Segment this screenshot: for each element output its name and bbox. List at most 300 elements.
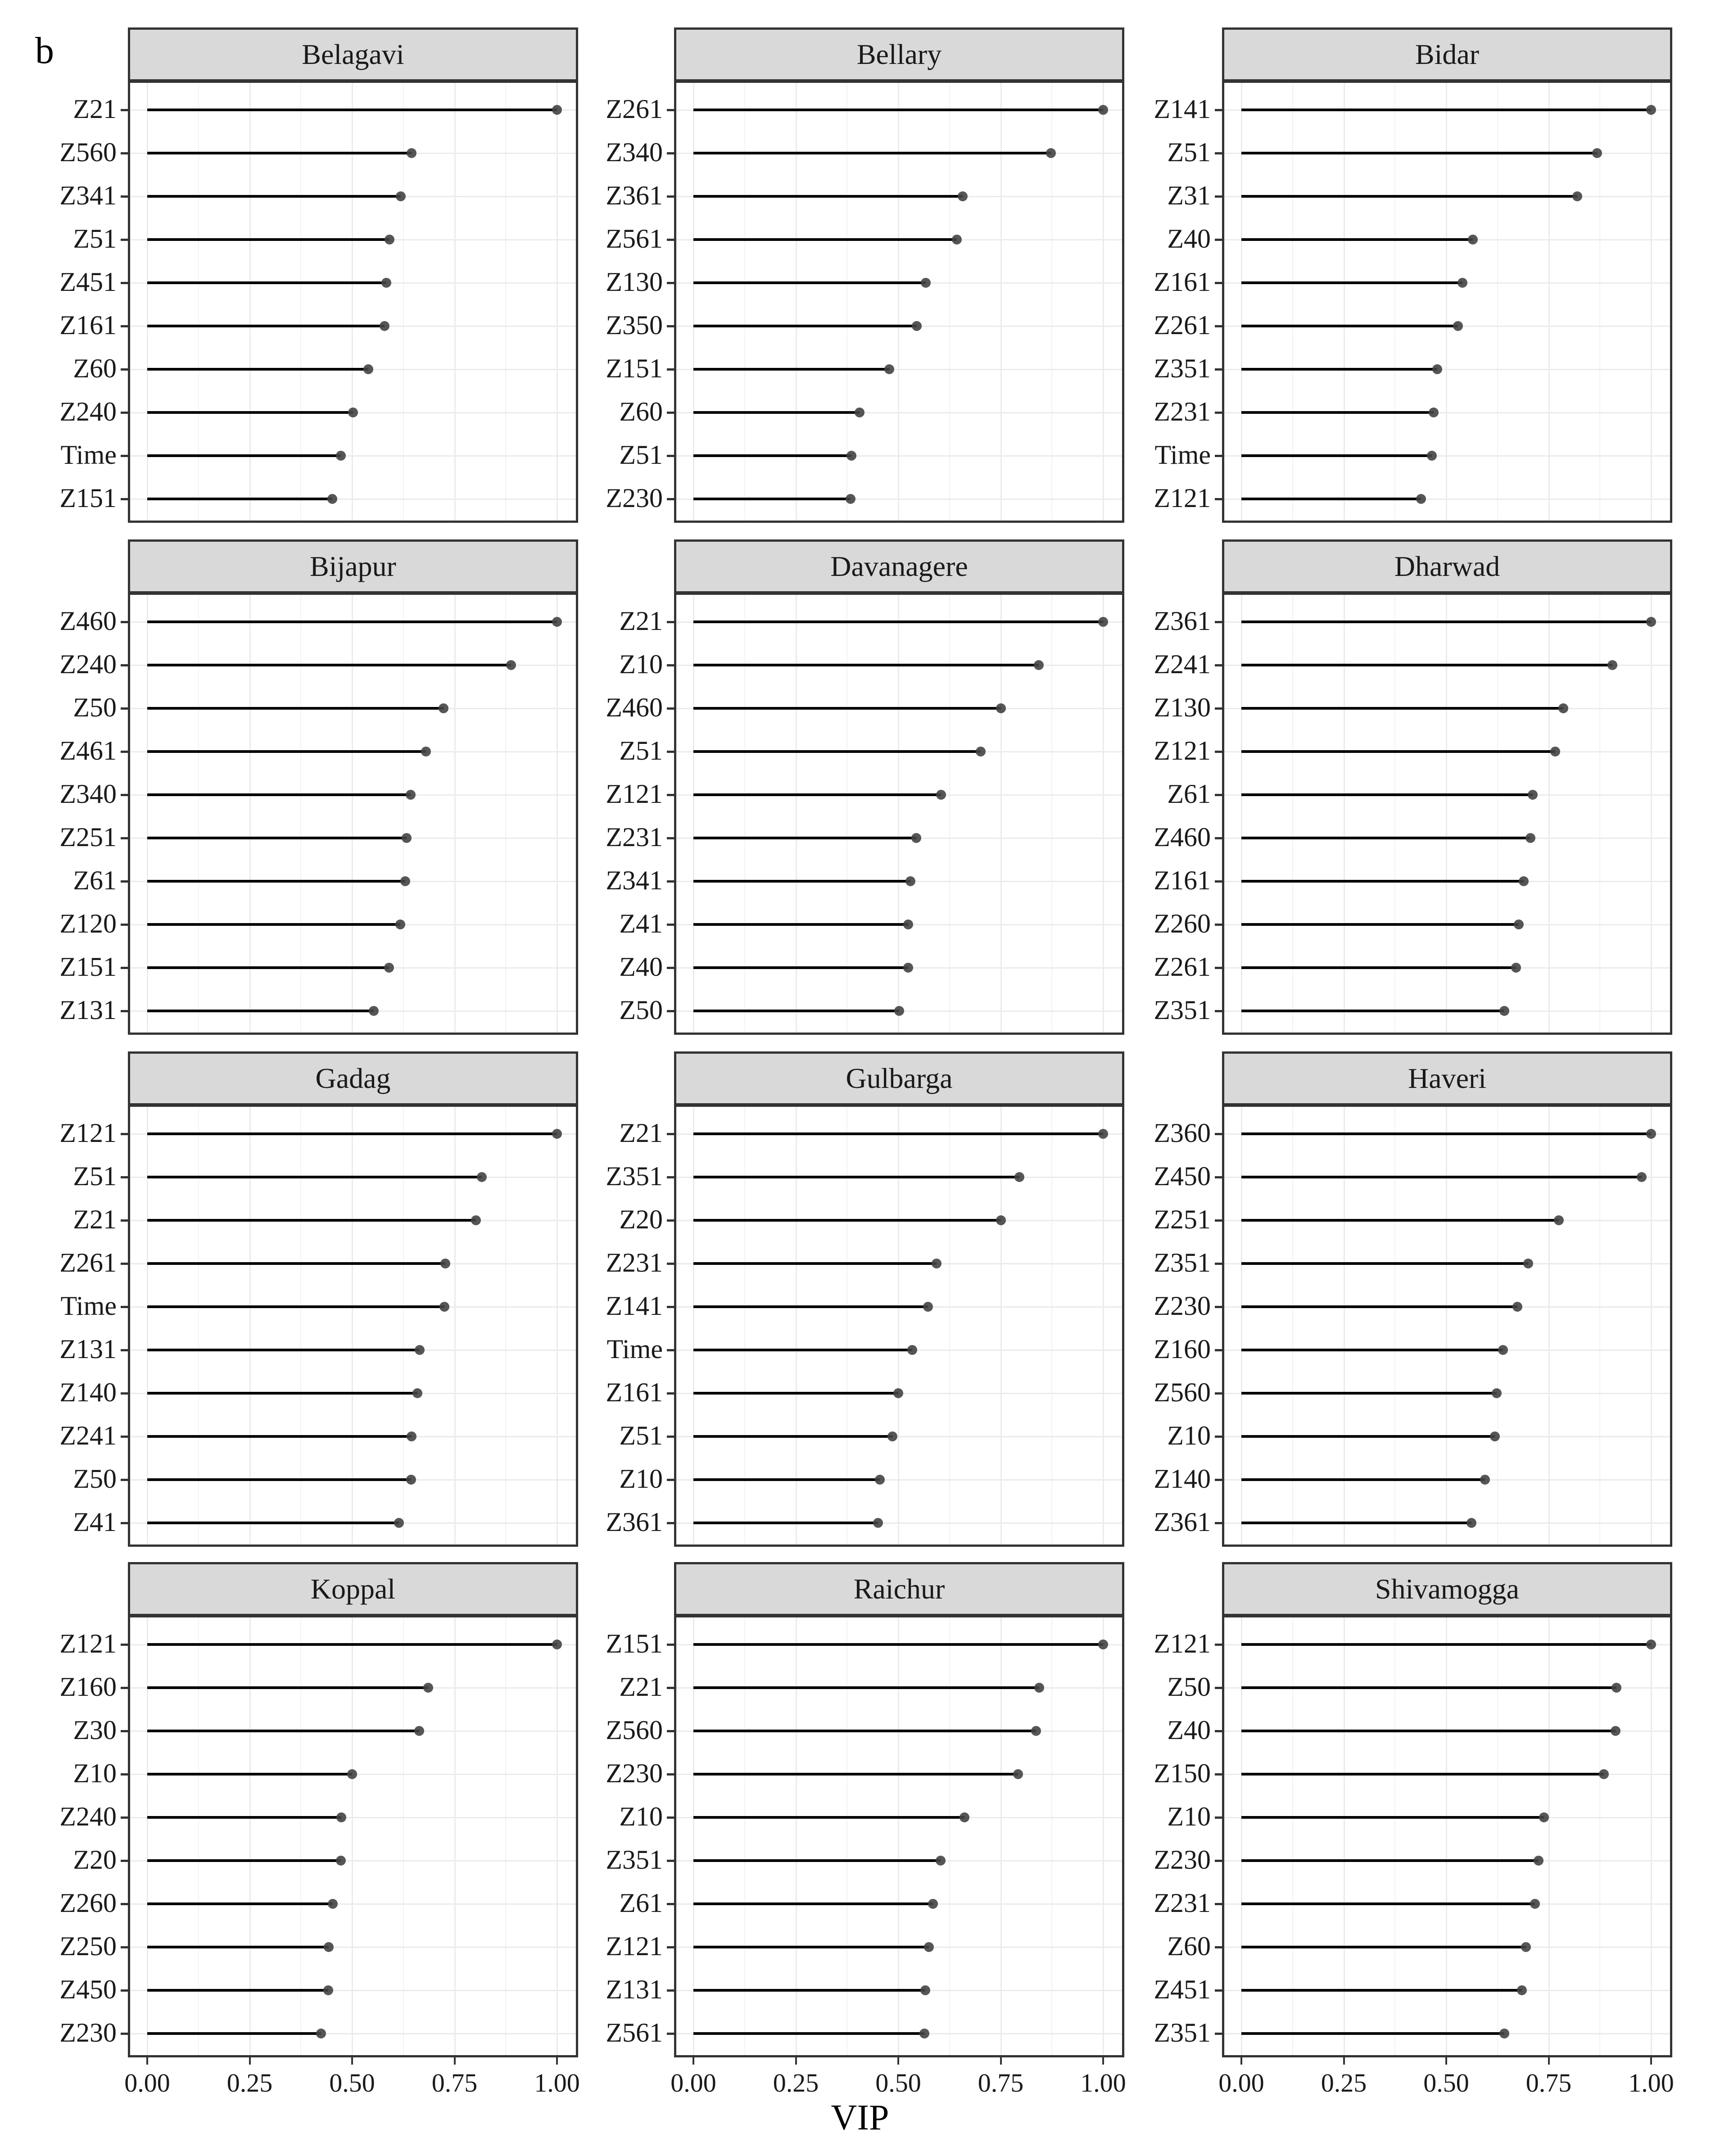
lollipop-stem <box>1241 1262 1528 1265</box>
y-tick <box>1215 1816 1222 1819</box>
y-tick-label: Z20 <box>619 1205 663 1234</box>
lollipop-point <box>439 1302 449 1312</box>
lollipop-stem <box>1241 1435 1495 1438</box>
lollipop-stem <box>1241 1392 1497 1395</box>
y-tick <box>121 880 128 883</box>
lollipop-point <box>347 1769 357 1779</box>
y-tick-label: Z260 <box>1154 909 1211 938</box>
lollipop-point <box>414 1726 424 1736</box>
lollipop-point <box>1013 1769 1023 1779</box>
lollipop-stem <box>1241 109 1651 111</box>
plot-area <box>1154 1615 1674 2097</box>
lollipop-point <box>421 747 431 756</box>
lollipop-stem <box>693 1946 929 1948</box>
lollipop-stem <box>1241 195 1577 198</box>
facet-strip-title: Gadag <box>128 1051 578 1105</box>
y-tick-label: Z341 <box>606 865 663 895</box>
lollipop-stem <box>693 1816 964 1819</box>
y-tick-label: Z351 <box>606 1161 663 1191</box>
y-tick-label: Z60 <box>1167 1931 1211 1961</box>
lollipop-point <box>936 1856 946 1866</box>
lollipop-point <box>1468 235 1478 245</box>
lollipop-point <box>1637 1172 1647 1182</box>
x-tick <box>1650 2057 1652 2065</box>
lollipop-point <box>875 1475 885 1485</box>
lollipop-stem <box>693 1730 1036 1732</box>
y-tick <box>1215 1219 1222 1222</box>
y-tick-label: Z10 <box>73 1758 117 1788</box>
y-tick-label: Z41 <box>73 1507 117 1537</box>
lollipop-point <box>396 191 406 201</box>
y-tick-label: Z230 <box>59 2018 117 2047</box>
lollipop-point <box>893 1388 903 1398</box>
y-tick <box>121 1903 128 1905</box>
y-tick <box>667 152 674 154</box>
lollipop-stem <box>693 664 1039 666</box>
lollipop-stem <box>147 1859 341 1862</box>
y-tick-label: Z351 <box>1154 1248 1211 1277</box>
y-tick-label: Z51 <box>619 440 663 470</box>
x-tick <box>1240 2057 1242 2065</box>
lollipop-point <box>1453 321 1463 331</box>
y-tick-label: Z160 <box>59 1672 117 1702</box>
y-tick <box>667 325 674 327</box>
lollipop-point <box>1416 494 1426 504</box>
y-tick-label: Z460 <box>59 606 117 636</box>
y-tick <box>121 1644 128 1646</box>
lollipop-stem <box>1241 152 1597 154</box>
lollipop-stem <box>147 1010 374 1012</box>
y-tick <box>121 1176 128 1178</box>
facet-strip-title: Dharwad <box>1222 539 1672 593</box>
x-tick <box>249 2057 251 2065</box>
facet-panel-belagavi <box>59 27 578 523</box>
lollipop-point <box>369 1006 379 1016</box>
lollipop-stem <box>693 966 908 969</box>
lollipop-point <box>932 1259 941 1268</box>
lollipop-point <box>384 963 394 973</box>
y-tick-label: Time <box>60 1291 117 1321</box>
facet-strip-title: Koppal <box>128 1562 578 1616</box>
y-tick-label: Z141 <box>606 1291 663 1321</box>
lollipop-stem <box>1241 966 1516 969</box>
y-tick-label: Z130 <box>1154 693 1211 722</box>
lollipop-point <box>1034 1683 1044 1693</box>
y-tick <box>1215 1687 1222 1689</box>
y-tick-label: Z50 <box>73 693 117 722</box>
y-tick <box>121 239 128 241</box>
lollipop-point <box>407 1431 416 1441</box>
y-tick <box>1215 664 1222 666</box>
y-tick <box>667 1263 674 1265</box>
lollipop-point <box>1646 1640 1656 1649</box>
y-tick <box>1215 1903 1222 1905</box>
y-tick-label: Z251 <box>59 822 117 852</box>
x-tick-label: 1.00 <box>1628 2068 1674 2097</box>
y-tick-label: Z60 <box>619 397 663 426</box>
facet-strip-title: Bellary <box>674 27 1124 82</box>
lollipop-stem <box>693 793 941 796</box>
lollipop-point <box>1046 148 1056 158</box>
facet-strip-title: Raichur <box>674 1562 1124 1616</box>
y-tick <box>121 1010 128 1012</box>
facet-strip-title: Davanagere <box>674 539 1124 593</box>
lollipop-point <box>1646 105 1656 115</box>
facet-strip-title: Belagavi <box>128 27 578 82</box>
lollipop-stem <box>147 837 407 839</box>
y-tick-label: Z231 <box>606 822 663 852</box>
lollipop-stem <box>147 1392 417 1395</box>
lollipop-stem <box>1241 1816 1544 1819</box>
y-tick <box>121 1946 128 1948</box>
y-tick-label: Z50 <box>73 1464 117 1494</box>
lollipop-point <box>1646 1129 1656 1139</box>
plot-area <box>606 593 1124 1035</box>
y-tick-label: Z10 <box>619 1464 663 1494</box>
lollipop-stem <box>147 1773 352 1776</box>
lollipop-point <box>1031 1726 1041 1736</box>
y-tick-label: Z241 <box>1154 649 1211 679</box>
lollipop-stem <box>147 152 412 154</box>
lollipop-stem <box>147 750 426 753</box>
y-tick-label: Z161 <box>1154 267 1211 297</box>
x-tick <box>897 2057 899 2065</box>
lollipop-stem <box>693 707 1001 710</box>
y-tick <box>667 1989 674 1992</box>
lollipop-stem <box>693 1643 1103 1646</box>
lollipop-point <box>1528 790 1538 800</box>
y-tick <box>1215 1436 1222 1438</box>
lollipop-stem <box>1241 2032 1504 2035</box>
lollipop-stem <box>693 1686 1039 1689</box>
lollipop-point <box>1611 1726 1620 1736</box>
lollipop-point <box>952 235 962 245</box>
y-tick-label: Z351 <box>606 1845 663 1875</box>
lollipop-stem <box>147 1902 333 1905</box>
lollipop-point <box>380 321 389 331</box>
facet-panel-dharwad <box>1154 539 1672 1035</box>
lollipop-stem <box>693 1262 937 1265</box>
y-tick <box>1215 2033 1222 2035</box>
x-tick-label: 0.25 <box>773 2068 819 2097</box>
y-tick <box>121 794 128 796</box>
lollipop-point <box>316 2029 326 2038</box>
lollipop-stem <box>693 1773 1018 1776</box>
y-tick-label: Z231 <box>606 1248 663 1277</box>
y-tick <box>121 152 128 154</box>
lollipop-point <box>920 1985 930 1995</box>
lollipop-point <box>1607 660 1617 670</box>
lollipop-point <box>1498 1345 1508 1355</box>
y-tick <box>1215 1946 1222 1948</box>
lollipop-point <box>873 1518 883 1528</box>
lollipop-stem <box>693 1010 899 1012</box>
y-tick <box>1215 368 1222 371</box>
lollipop-stem <box>693 1132 1103 1135</box>
y-tick <box>667 1133 674 1135</box>
y-tick-label: Z261 <box>606 94 663 124</box>
lollipop-point <box>1539 1812 1549 1822</box>
lollipop-stem <box>1241 1522 1471 1524</box>
lollipop-point <box>381 278 391 288</box>
lollipop-stem <box>1241 1946 1526 1948</box>
lollipop-stem <box>147 1522 399 1524</box>
y-tick-label: Z151 <box>606 1629 663 1658</box>
lollipop-stem <box>693 1305 928 1308</box>
lollipop-point <box>923 1302 933 1312</box>
lollipop-stem <box>147 966 389 969</box>
lollipop-stem <box>147 1349 420 1351</box>
lollipop-point <box>328 1899 338 1909</box>
y-tick <box>1215 1989 1222 1992</box>
y-tick <box>1215 967 1222 969</box>
x-tick-label: 1.00 <box>1080 2068 1126 2097</box>
lollipop-stem <box>147 1730 419 1732</box>
y-tick <box>1215 1773 1222 1776</box>
y-tick <box>121 455 128 457</box>
y-tick <box>1215 1730 1222 1732</box>
y-tick-label: Z50 <box>619 995 663 1025</box>
lollipop-stem <box>1241 1478 1485 1481</box>
y-tick <box>667 1860 674 1862</box>
lollipop-stem <box>693 281 926 284</box>
lollipop-point <box>327 494 337 504</box>
lollipop-stem <box>147 1219 476 1222</box>
lollipop-stem <box>147 621 557 623</box>
lollipop-stem <box>147 1435 412 1438</box>
y-tick <box>667 1219 674 1222</box>
y-tick <box>1215 837 1222 839</box>
lollipop-stem <box>147 1176 482 1178</box>
lollipop-stem <box>1241 621 1651 623</box>
lollipop-stem <box>147 2032 321 2035</box>
y-tick-label: Z240 <box>59 649 117 679</box>
lollipop-stem <box>693 152 1051 154</box>
y-tick-label: Z560 <box>59 137 117 167</box>
y-tick-label: Z560 <box>1154 1377 1211 1407</box>
lollipop-point <box>1432 364 1442 374</box>
lollipop-point <box>1519 876 1529 886</box>
y-tick <box>1215 152 1222 154</box>
lollipop-point <box>1550 747 1560 756</box>
lollipop-stem <box>693 454 851 457</box>
y-tick-label: Z51 <box>619 1421 663 1450</box>
y-tick <box>1215 498 1222 500</box>
plot-area <box>59 593 578 1035</box>
y-tick <box>121 967 128 969</box>
lollipop-point <box>336 1812 346 1822</box>
y-tick <box>121 1436 128 1438</box>
lollipop-point <box>402 833 412 843</box>
y-tick <box>1215 1176 1222 1178</box>
y-tick <box>121 664 128 666</box>
y-tick <box>667 368 674 371</box>
lollipop-point <box>1525 833 1535 843</box>
lollipop-stem <box>1241 1686 1616 1689</box>
lollipop-stem <box>1241 1305 1517 1308</box>
y-tick-label: Z131 <box>59 1334 117 1364</box>
x-tick-label: 0.00 <box>670 2068 716 2097</box>
y-tick <box>121 1306 128 1308</box>
lollipop-point <box>1427 451 1437 461</box>
lollipop-point <box>976 747 986 756</box>
y-tick-label: Z10 <box>619 1802 663 1831</box>
lollipop-stem <box>1241 880 1524 883</box>
lollipop-point <box>1530 1899 1540 1909</box>
y-tick <box>121 498 128 500</box>
lollipop-point <box>336 451 346 461</box>
y-tick-label: Z131 <box>606 1975 663 2004</box>
y-tick <box>667 1010 674 1012</box>
y-tick <box>1215 1392 1222 1395</box>
y-tick <box>1215 621 1222 623</box>
lollipop-point <box>324 1942 334 1952</box>
x-tick-label: 0.50 <box>1423 2068 1469 2097</box>
lollipop-point <box>471 1215 481 1225</box>
y-tick-label: Z151 <box>59 952 117 982</box>
lollipop-stem <box>1241 368 1437 371</box>
y-tick-label: Z260 <box>59 1888 117 1918</box>
x-tick <box>454 2057 456 2065</box>
y-tick <box>1215 1306 1222 1308</box>
y-tick <box>667 1644 674 1646</box>
lollipop-stem <box>693 1435 892 1438</box>
y-tick <box>121 1730 128 1732</box>
y-tick-label: Z30 <box>73 1715 117 1745</box>
y-tick <box>121 109 128 111</box>
x-tick-label: 0.75 <box>978 2068 1024 2097</box>
lollipop-stem <box>693 1219 1001 1222</box>
lollipop-stem <box>693 1989 925 1992</box>
y-tick <box>667 1479 674 1481</box>
lollipop-stem <box>1241 1132 1651 1135</box>
facet-panel-gulbarga <box>606 1051 1124 1547</box>
lollipop-point <box>348 408 358 417</box>
lollipop-stem <box>147 923 400 926</box>
y-tick-label: Z361 <box>606 181 663 210</box>
lollipop-stem <box>1241 793 1533 796</box>
y-tick-label: Z51 <box>73 1161 117 1191</box>
plot-area <box>606 81 1124 523</box>
y-tick-label: Z451 <box>1154 1975 1211 2004</box>
y-tick-label: Z561 <box>606 224 663 254</box>
lollipop-point <box>887 1431 897 1441</box>
lollipop-point <box>855 408 865 417</box>
y-tick-label: Z121 <box>606 779 663 809</box>
y-tick-label: Z250 <box>59 1931 117 1961</box>
lollipop-stem <box>147 281 386 284</box>
lollipop-stem <box>1241 411 1434 414</box>
lollipop-stem <box>147 1686 428 1689</box>
x-tick <box>795 2057 797 2065</box>
lollipop-point <box>1499 2029 1509 2038</box>
y-tick <box>667 239 674 241</box>
lollipop-stem <box>693 621 1103 623</box>
lollipop-point <box>1467 1518 1476 1528</box>
y-tick <box>121 751 128 753</box>
y-tick-label: Z161 <box>606 1377 663 1407</box>
y-tick <box>667 412 674 414</box>
facet-panel-gadag <box>59 1051 578 1547</box>
lollipop-stem <box>693 109 1103 111</box>
y-tick-label: Z351 <box>1154 995 1211 1025</box>
facet-panel-raichur <box>606 1562 1126 2097</box>
y-tick <box>667 1730 674 1732</box>
y-tick <box>667 1946 674 1948</box>
y-tick-label: Z561 <box>606 2018 663 2047</box>
lollipop-stem <box>1241 1730 1616 1732</box>
x-tick <box>1548 2057 1550 2065</box>
y-tick-label: Z10 <box>619 649 663 679</box>
lollipop-stem <box>147 368 368 371</box>
lollipop-point <box>385 235 394 245</box>
lollipop-stem <box>147 1132 557 1135</box>
y-tick-label: Z61 <box>73 865 117 895</box>
facet-panel-bijapur <box>59 539 578 1035</box>
y-tick <box>1215 239 1222 241</box>
y-tick-label: Z461 <box>59 736 117 765</box>
lollipop-stem <box>1241 1859 1539 1862</box>
lollipop-stem <box>693 411 860 414</box>
lollipop-stem <box>693 923 908 926</box>
y-tick-label: Z360 <box>1154 1118 1211 1148</box>
lollipop-point <box>1554 1215 1564 1225</box>
facet-panel-shivamogga <box>1154 1562 1674 2097</box>
y-tick-label: Z121 <box>1154 736 1211 765</box>
y-tick-label: Z460 <box>606 693 663 722</box>
y-tick <box>121 1219 128 1222</box>
lollipop-stem <box>147 1643 557 1646</box>
y-tick <box>1215 880 1222 883</box>
y-tick-label: Z261 <box>1154 952 1211 982</box>
lollipop-point <box>1517 1985 1527 1995</box>
lollipop-stem <box>147 1305 444 1308</box>
y-tick-label: Z140 <box>1154 1464 1211 1494</box>
y-tick <box>667 794 674 796</box>
y-tick-label: Z340 <box>59 779 117 809</box>
lollipop-stem <box>1241 664 1612 666</box>
lollipop-point <box>1512 1302 1522 1312</box>
lollipop-stem <box>147 793 411 796</box>
lollipop-stem <box>147 1989 328 1992</box>
y-tick <box>121 1860 128 1862</box>
y-tick-label: Z450 <box>1154 1161 1211 1191</box>
y-tick-label: Z560 <box>606 1715 663 1745</box>
lollipop-point <box>884 364 894 374</box>
lollipop-point <box>323 1985 333 1995</box>
lollipop-stem <box>147 325 385 327</box>
plot-area <box>1154 1105 1672 1547</box>
lollipop-point <box>394 1518 404 1528</box>
y-tick <box>667 707 674 710</box>
y-tick <box>121 924 128 926</box>
y-tick-label: Z161 <box>59 310 117 340</box>
y-tick <box>121 282 128 284</box>
y-tick <box>667 1392 674 1395</box>
y-tick-label: Z10 <box>1167 1802 1211 1831</box>
lollipop-stem <box>1241 837 1530 839</box>
lollipop-point <box>905 876 915 886</box>
lollipop-point <box>407 148 416 158</box>
y-tick-label: Z21 <box>73 94 117 124</box>
y-tick-label: Z230 <box>606 1758 663 1788</box>
x-tick <box>1445 2057 1447 2065</box>
lollipop-point <box>924 1942 934 1952</box>
facet-strip-title: Bidar <box>1222 27 1672 82</box>
lollipop-stem <box>693 2032 924 2035</box>
y-tick-label: Z161 <box>1154 865 1211 895</box>
y-tick <box>667 498 674 500</box>
